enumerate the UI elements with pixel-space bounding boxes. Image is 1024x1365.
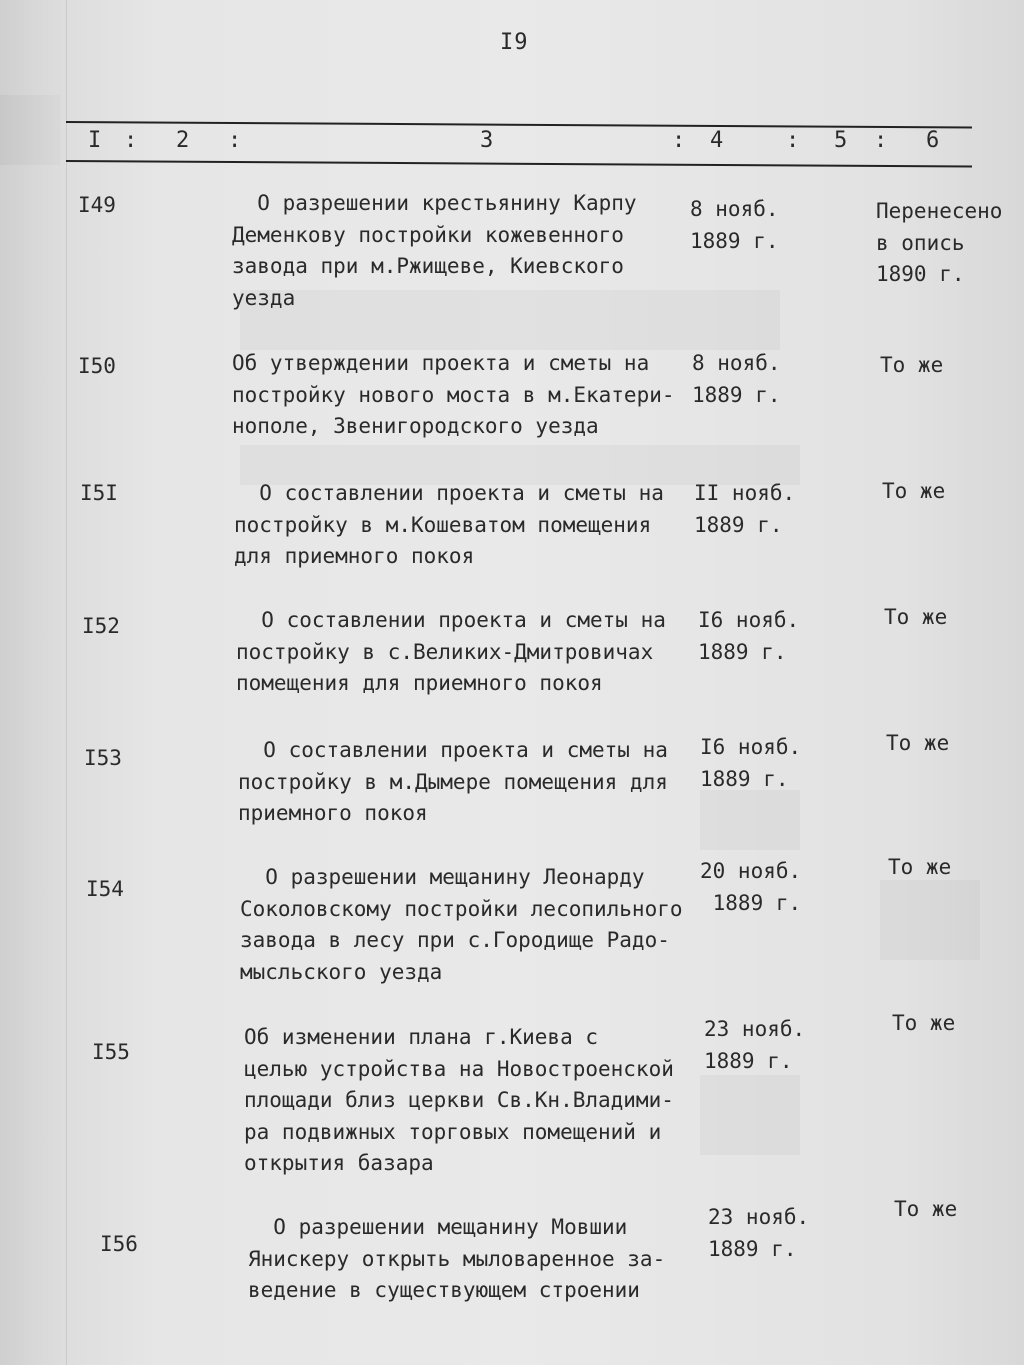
record-number: I56 [100, 1232, 138, 1256]
record-title: О составлении проекта и сметы на постройку в м.Дымере помещения для приемного покоя [238, 738, 668, 825]
record-date: 23 нояб. 1889 г. [704, 1017, 806, 1073]
record-date: I6 нояб. 1889 г. [700, 735, 802, 791]
column-separator: : [672, 128, 686, 153]
record-date: 23 нояб. 1889 г. [708, 1205, 810, 1261]
record-title: О разрешении крестьянину Карпу Деменкову постройки кожевенного завода при м.Ржищеве, Киевского уезда [232, 191, 637, 310]
record-note: То же [880, 353, 944, 377]
record-note: То же [894, 1197, 958, 1221]
column-header-6: 6 [926, 128, 940, 153]
column-header-2: 2 [176, 128, 190, 153]
page-number: I9 [500, 30, 529, 55]
record-date: I6 нояб. 1889 г. [698, 608, 800, 664]
record-number: I5I [80, 481, 118, 505]
record-date: 8 нояб. 1889 г. [692, 351, 781, 407]
column-separator: : [786, 128, 800, 153]
record-number: I49 [78, 193, 116, 217]
record-title: Об утверждении проекта и сметы на постройку нового моста в м.Екатери- нополе, Звенигородского уезда [232, 351, 675, 438]
record-title: О составлении проекта и сметы на постройку в м.Кошеватом помещения для приемного покоя [234, 481, 664, 568]
record-number: I50 [78, 354, 116, 378]
record-number: I55 [92, 1040, 130, 1064]
column-header-5: 5 [834, 128, 848, 153]
record-number: I52 [82, 614, 120, 638]
bleed-through-shadow [880, 880, 980, 960]
record-note: Перенесено в опись 1890 г. [876, 199, 1003, 286]
column-header-3: 3 [480, 128, 494, 153]
column-separator: : [124, 128, 138, 153]
record-date: II нояб. 1889 г. [694, 481, 796, 537]
record-note: То же [886, 731, 950, 755]
page-fold [66, 0, 67, 1365]
record-number: I53 [84, 746, 122, 770]
column-separator: : [228, 128, 242, 153]
column-separator: : [874, 128, 888, 153]
record-title: Об изменении плана г.Киева с целью устройства на Новостроенской площади близ церкви Св.Кн.Владими- ра подвижных торговых помещений и открытия базара [244, 1025, 674, 1175]
record-date: 20 нояб. 1889 г. [700, 859, 802, 915]
record-note: То же [892, 1011, 956, 1035]
record-note: То же [882, 479, 946, 503]
previous-page-edge [0, 95, 60, 165]
record-note: То же [884, 605, 948, 629]
column-header-4: 4 [710, 128, 724, 153]
record-date: 8 нояб. 1889 г. [690, 197, 779, 253]
column-header-1: I [88, 128, 102, 153]
record-title: О составлении проекта и сметы на постройку в с.Великих-Дмитровичах помещения для приемного покоя [236, 608, 666, 695]
record-title: О разрешении мещанину Мовшии Янискеру открыть мыловаренное за- ведение в существующем строении [248, 1215, 666, 1302]
record-note: То же [888, 855, 952, 879]
record-title: О разрешении мещанину Леонарду Соколовскому постройки лесопильного завода в лесу при с.Городище Радо- мысльского уезда [240, 865, 683, 984]
record-number: I54 [86, 877, 124, 901]
bleed-through-shadow [700, 1075, 800, 1155]
bleed-through-shadow [700, 790, 800, 850]
